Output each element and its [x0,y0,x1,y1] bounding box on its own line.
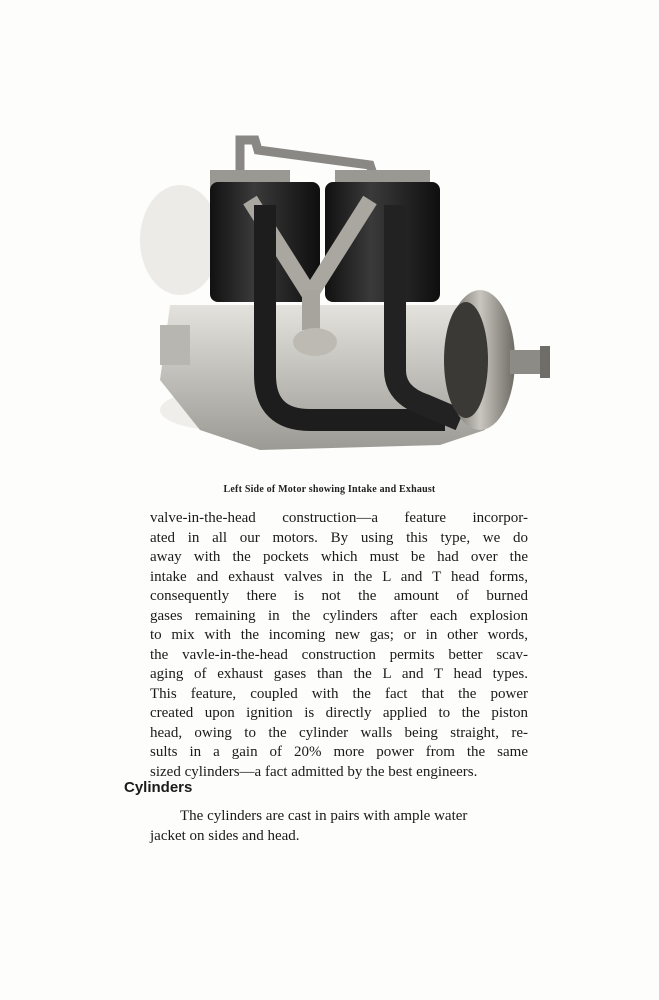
text-line: the vavle-in-the-head construction permits better scav- [150,646,528,663]
text-line: consequently there is not the amount of burned [150,588,528,604]
cylinders-paragraph [150,806,528,846]
text-line: The cylinders are cast in pairs with ample water [180,808,468,824]
text-line: sults in a gain of 20% more power from the same [150,744,528,760]
text-line: ated in all our motors. By using this type, we do [150,529,528,546]
text-line: head, owing to the cylinder walls being straight, re- [150,724,528,741]
text-line: gases remaining in the cylinders after each explosion [150,607,528,624]
text-line: This feature, coupled with the fact that the power [150,685,528,702]
motor-engine-photo-icon [140,120,560,480]
text-line: to mix with the incoming new gas; or in other words, [150,627,528,643]
text-line: created upon ignition is directly applied to the piston [150,705,528,721]
text-line: valve-in-the-head construction—a feature incorpor- [150,510,528,526]
text-line: intake and exhaust valves in the L and T head forms, [150,568,528,585]
body-paragraph [150,509,528,782]
text-line: sized cylinders—a fact admitted by the best engineers. [150,763,478,780]
figure-caption: Left Side of Motor showing Intake and Exhaust [223,484,436,495]
text-line: jacket on sides and head. [150,828,300,844]
section-heading: Cylinders [124,779,193,796]
motor-figure [140,120,560,480]
text-line: away with the pockets which must be had over the [150,549,528,565]
text-line: aging of exhaust gases than the L and T head types. [150,666,528,682]
